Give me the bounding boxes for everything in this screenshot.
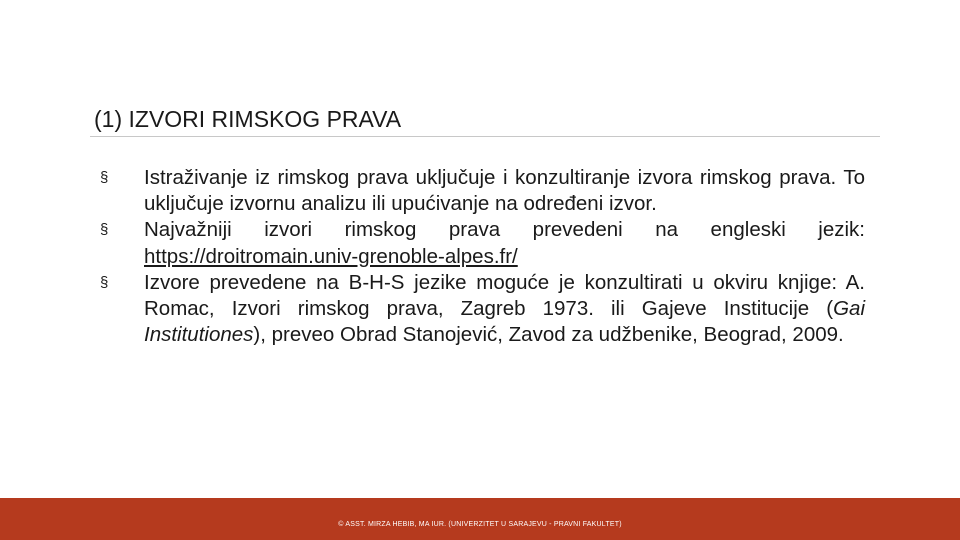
bullet-text: Najvažniji izvori rimskog prava prevedeni na engleski jezik:: [144, 218, 865, 242]
bullet-text-continued: ), preveo Obrad Stanojević, Zavod za udžbenike, Beograd, 2009.: [253, 323, 844, 347]
section-sign-bullet-icon: §: [100, 169, 109, 186]
bullet-italic-title: Gai Institutiones: [144, 297, 865, 347]
bullet-text: Izvore prevedene na B-H-S jezike moguće je konzultirati u okviru knjige: A. Romac, Izvori rimskog prava, Zagreb 1973. ili Gajeve Institucije (: [144, 270, 865, 321]
bullet-item-bhs-sources: [100, 270, 865, 349]
slide-title: (1) IZVORI RIMSKOG PRAVA: [94, 106, 402, 132]
bullet-text: Istraživanje iz rimskog prava uključuje i konzultiranje izvora rimskog prava. To uključuje izvornu analizu ili upućivanje na određeni izvor.: [144, 166, 865, 216]
bullet-item-english-sources: [100, 217, 865, 269]
section-sign-bullet-icon: §: [100, 221, 109, 239]
title-divider: [90, 136, 880, 137]
droitromain-link[interactable]: https://droitromain.univ-grenoble-alpes.fr/: [144, 244, 518, 268]
footer-bar: [0, 498, 960, 540]
section-sign-bullet-icon: §: [100, 273, 109, 291]
bullet-item-research: [100, 165, 865, 217]
footer-copyright: © ASST. MIRZA HEBIB, MA IUR. (UNIVERZITET U SARAJEVU - PRAVNI FAKULTET): [338, 521, 622, 528]
bullet-list: [100, 165, 865, 348]
